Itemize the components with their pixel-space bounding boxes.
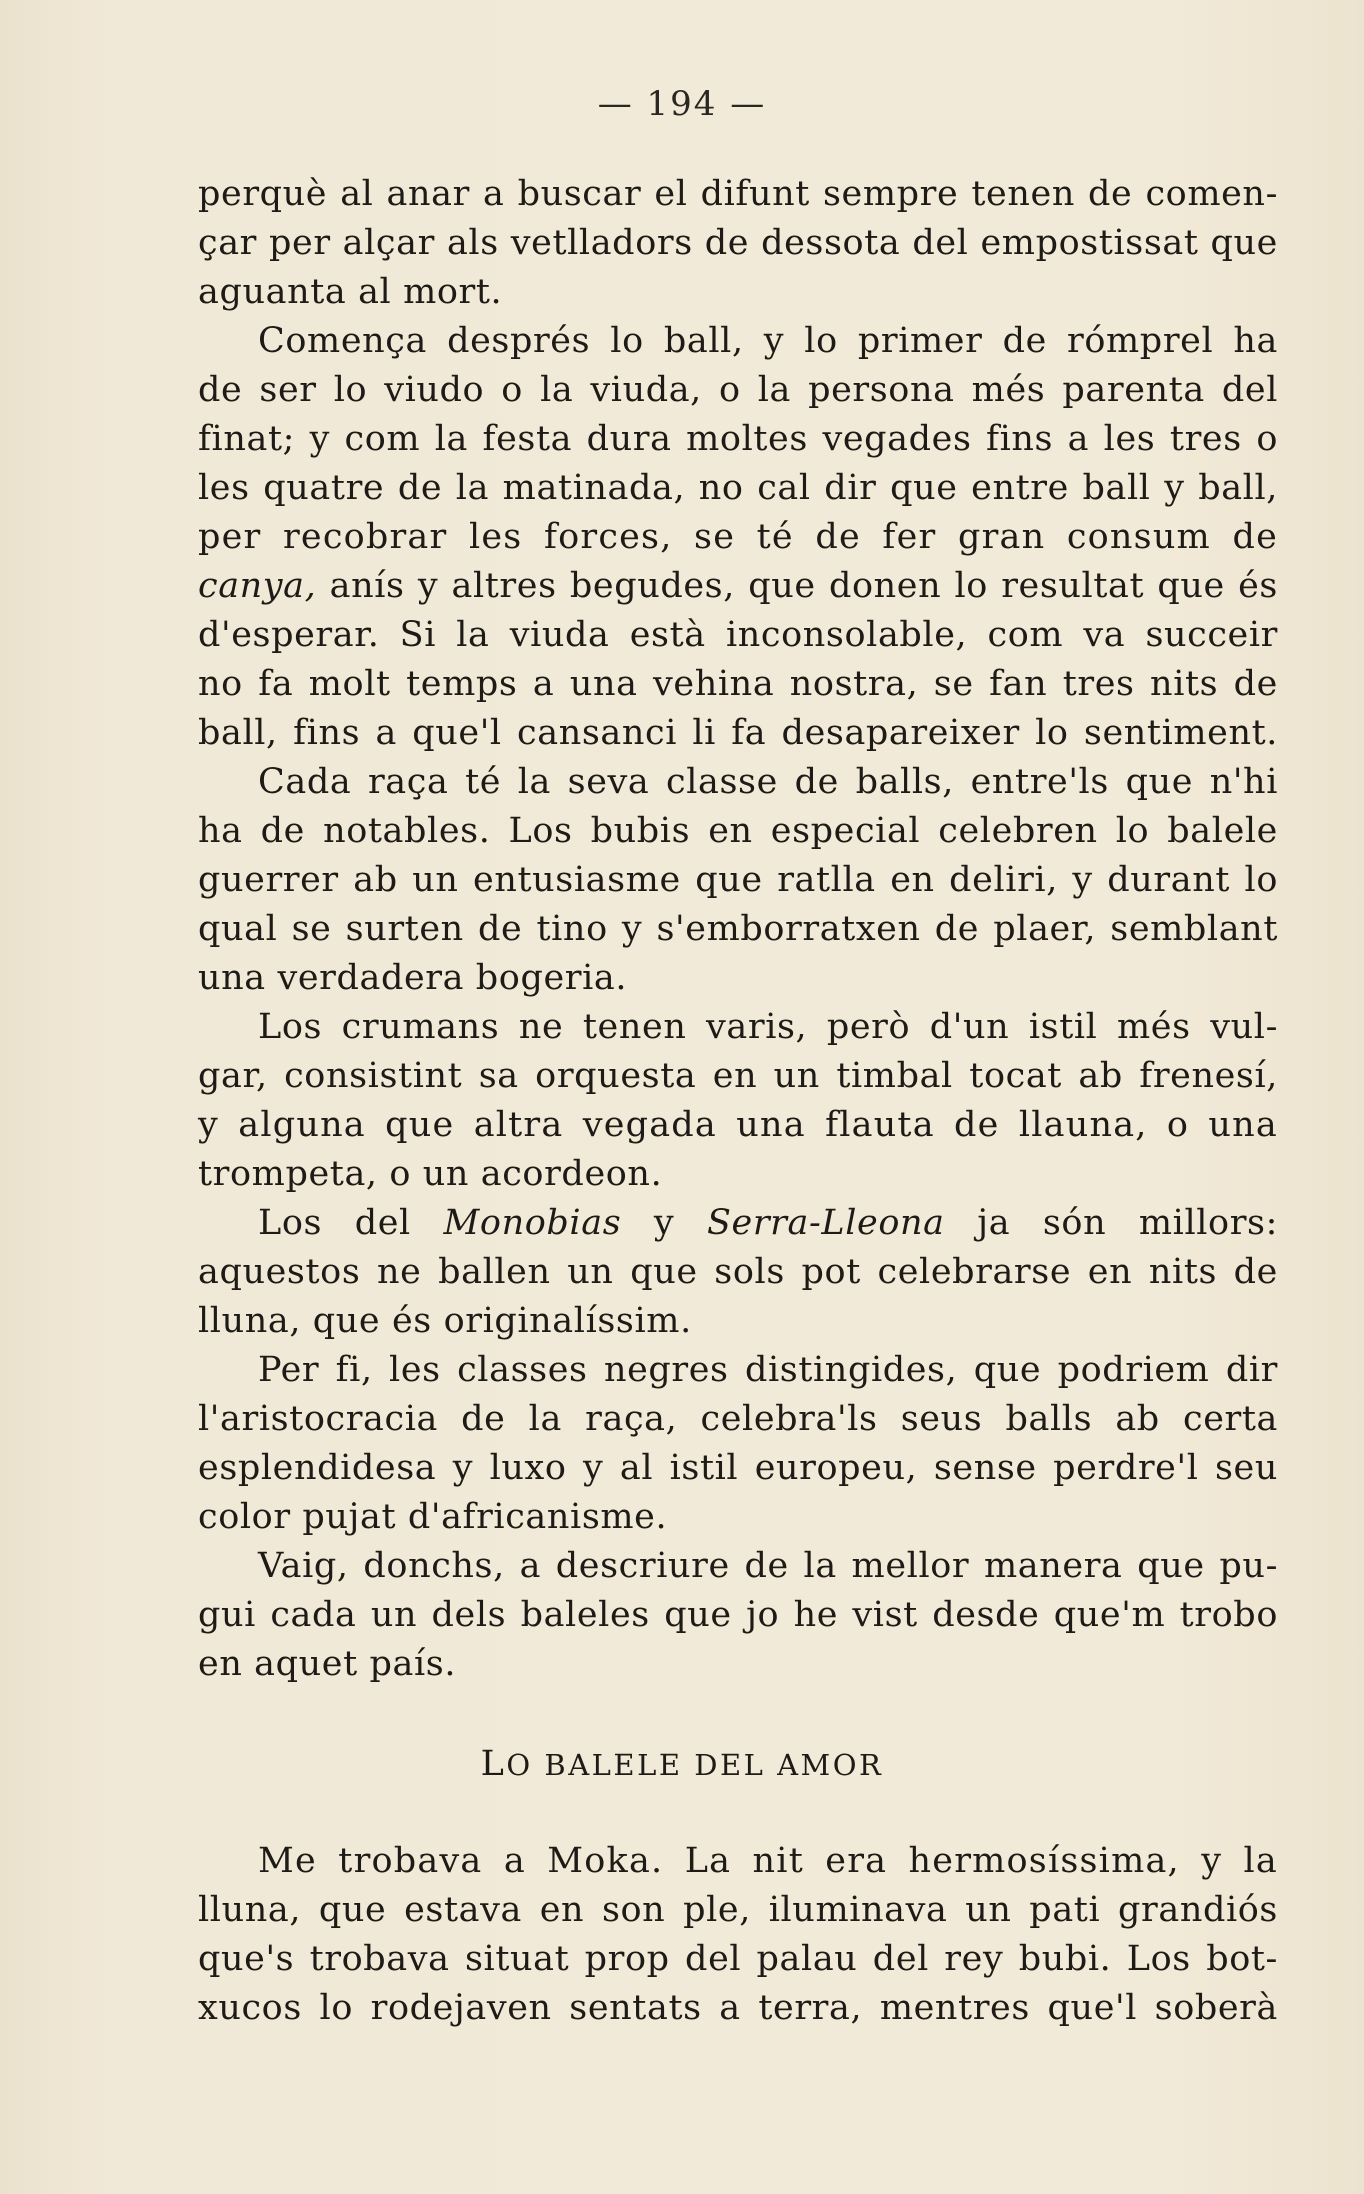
text-segment: finat; y com la festa dura moltes vegades fins a les tres o: [198, 419, 1278, 459]
text-segment: Per fi, les classes negres distingides, que podriem dir: [258, 1350, 1278, 1390]
text-segment: trompeta, o un acordeon.: [198, 1154, 663, 1194]
text-line-monobias: [198, 1199, 1278, 1248]
text-line: [198, 415, 1278, 464]
italic-term-serra-lleona: Serra-Lleona: [706, 1203, 945, 1243]
paragraph-group-c: [198, 1837, 1278, 2033]
text-segment: lluna, que estava en son ple, iluminava un pati grandiós: [198, 1890, 1278, 1930]
text-line: [198, 366, 1278, 415]
text-line: [198, 1591, 1278, 1640]
text-segment: çar per alçar als vetlladors de dessota del empostissat que: [198, 223, 1278, 263]
text-line: [198, 807, 1278, 856]
text-segment: les quatre de la matinada, no cal dir que entre ball y ball,: [198, 468, 1278, 508]
text-segment: y alguna que altra vegada una flauta de llauna, o una: [198, 1105, 1278, 1145]
text-line: [198, 1493, 1278, 1542]
paragraph-group-a: [198, 170, 1278, 1199]
text-line: [198, 1101, 1278, 1150]
text-line: [198, 268, 1278, 317]
text-line: [198, 1297, 1278, 1346]
text-line: [198, 1003, 1278, 1052]
text-segment: ha de notables. Los bubis en especial celebren lo balele: [198, 811, 1278, 851]
body-text: [198, 170, 1278, 1689]
text-segment: perquè al anar a buscar el difunt sempre tenen de comen-: [198, 174, 1278, 214]
text-line: [198, 1346, 1278, 1395]
section-body-text: [198, 1837, 1278, 2033]
text-line: [198, 1444, 1278, 1493]
heading-initial: L: [480, 1744, 507, 1784]
text-line: [198, 464, 1278, 513]
text-segment: xucos lo rodejaven sentats a terra, mentres que'l soberà: [198, 1988, 1278, 2028]
text-segment: anís y altres begudes, que donen lo resultat que és: [316, 566, 1278, 606]
text-segment: gui cada un dels baleles que jo he vist desde que'm trobo: [198, 1595, 1278, 1635]
text-segment: Vaig, donchs, a descriure de la mellor manera que pu-: [258, 1546, 1278, 1586]
text-line: [198, 905, 1278, 954]
text-segment: d'esperar. Si la viuda està inconsolable, com va succeir: [198, 615, 1278, 655]
text-line: [198, 1640, 1278, 1689]
text-segment: per recobrar les forces, se té de fer gran consum de: [198, 517, 1278, 557]
text-line: [198, 1935, 1278, 1984]
text-segment: aquestos ne ballen un que sols pot celebrarse en nits de: [198, 1252, 1278, 1292]
text-segment: l'aristocracia de la raça, celebra'ls seus balls ab certa: [198, 1399, 1278, 1439]
text-segment: Me trobava a Moka. La nit era hermosíssima, y la: [258, 1841, 1278, 1881]
text-segment: qual se surten de tino y s'emborratxen de plaer, semblant: [198, 909, 1278, 949]
text-line: [198, 709, 1278, 758]
text-segment: en aquet país.: [198, 1644, 457, 1684]
text-line: [198, 660, 1278, 709]
italic-term-monobias: Monobias: [443, 1203, 622, 1243]
text-line: [198, 954, 1278, 1003]
text-segment: de ser lo viudo o la viuda, o la persona més parenta del: [198, 370, 1278, 410]
text-segment: color pujat d'africanisme.: [198, 1497, 668, 1537]
text-line: [198, 1542, 1278, 1591]
text-line: [198, 219, 1278, 268]
text-segment: ball, fins a que'l cansanci li fa desapareixer lo sentiment.: [198, 713, 1278, 753]
text-segment: Cada raça té la seva classe de balls, entre'ls que n'hi: [258, 762, 1278, 802]
text-line: [198, 1248, 1278, 1297]
text-line: [198, 562, 1278, 611]
text-line: [198, 513, 1278, 562]
text-segment: ja són millors:: [944, 1203, 1278, 1243]
text-segment: esplendidesa y luxo y al istil europeu, sense perdre'l seu: [198, 1448, 1278, 1488]
text-segment: que's trobava situat prop del palau del rey bubi. Los bot-: [198, 1939, 1278, 1979]
text-line: [198, 1984, 1278, 2033]
text-line: [198, 611, 1278, 660]
text-segment: gar, consistint sa orquesta en un timbal tocat ab frenesí,: [198, 1056, 1278, 1096]
text-segment: Los del: [258, 1203, 444, 1243]
italic-term: canya,: [198, 566, 317, 606]
heading-rest: O BALELE DEL AMOR: [506, 1748, 884, 1782]
text-line: [198, 1837, 1278, 1886]
section-heading: [0, 1740, 1364, 1789]
text-line: [198, 1052, 1278, 1101]
text-segment: aguanta al mort.: [198, 272, 503, 312]
text-line: [198, 170, 1278, 219]
text-segment: Comença després lo ball, y lo primer de rómprel ha: [258, 321, 1278, 361]
text-segment: no fa molt temps a una vehina nostra, se fan tres nits de: [198, 664, 1278, 704]
text-line: [198, 1395, 1278, 1444]
text-line: [198, 856, 1278, 905]
text-segment: Los crumans ne tenen varis, però d'un istil més vul-: [258, 1007, 1278, 1047]
text-segment: lluna, que és originalíssim.: [198, 1301, 692, 1341]
text-line: [198, 758, 1278, 807]
text-line: [198, 1150, 1278, 1199]
text-line: [198, 1886, 1278, 1935]
text-line: [198, 317, 1278, 366]
page-number: — 194 —: [597, 84, 767, 124]
paragraph-group-b: [198, 1248, 1278, 1689]
text-segment: una verdadera bogeria.: [198, 958, 628, 998]
text-segment: guerrer ab un entusiasme que ratlla en deliri, y durant lo: [198, 860, 1278, 900]
text-segment: y: [621, 1203, 707, 1243]
